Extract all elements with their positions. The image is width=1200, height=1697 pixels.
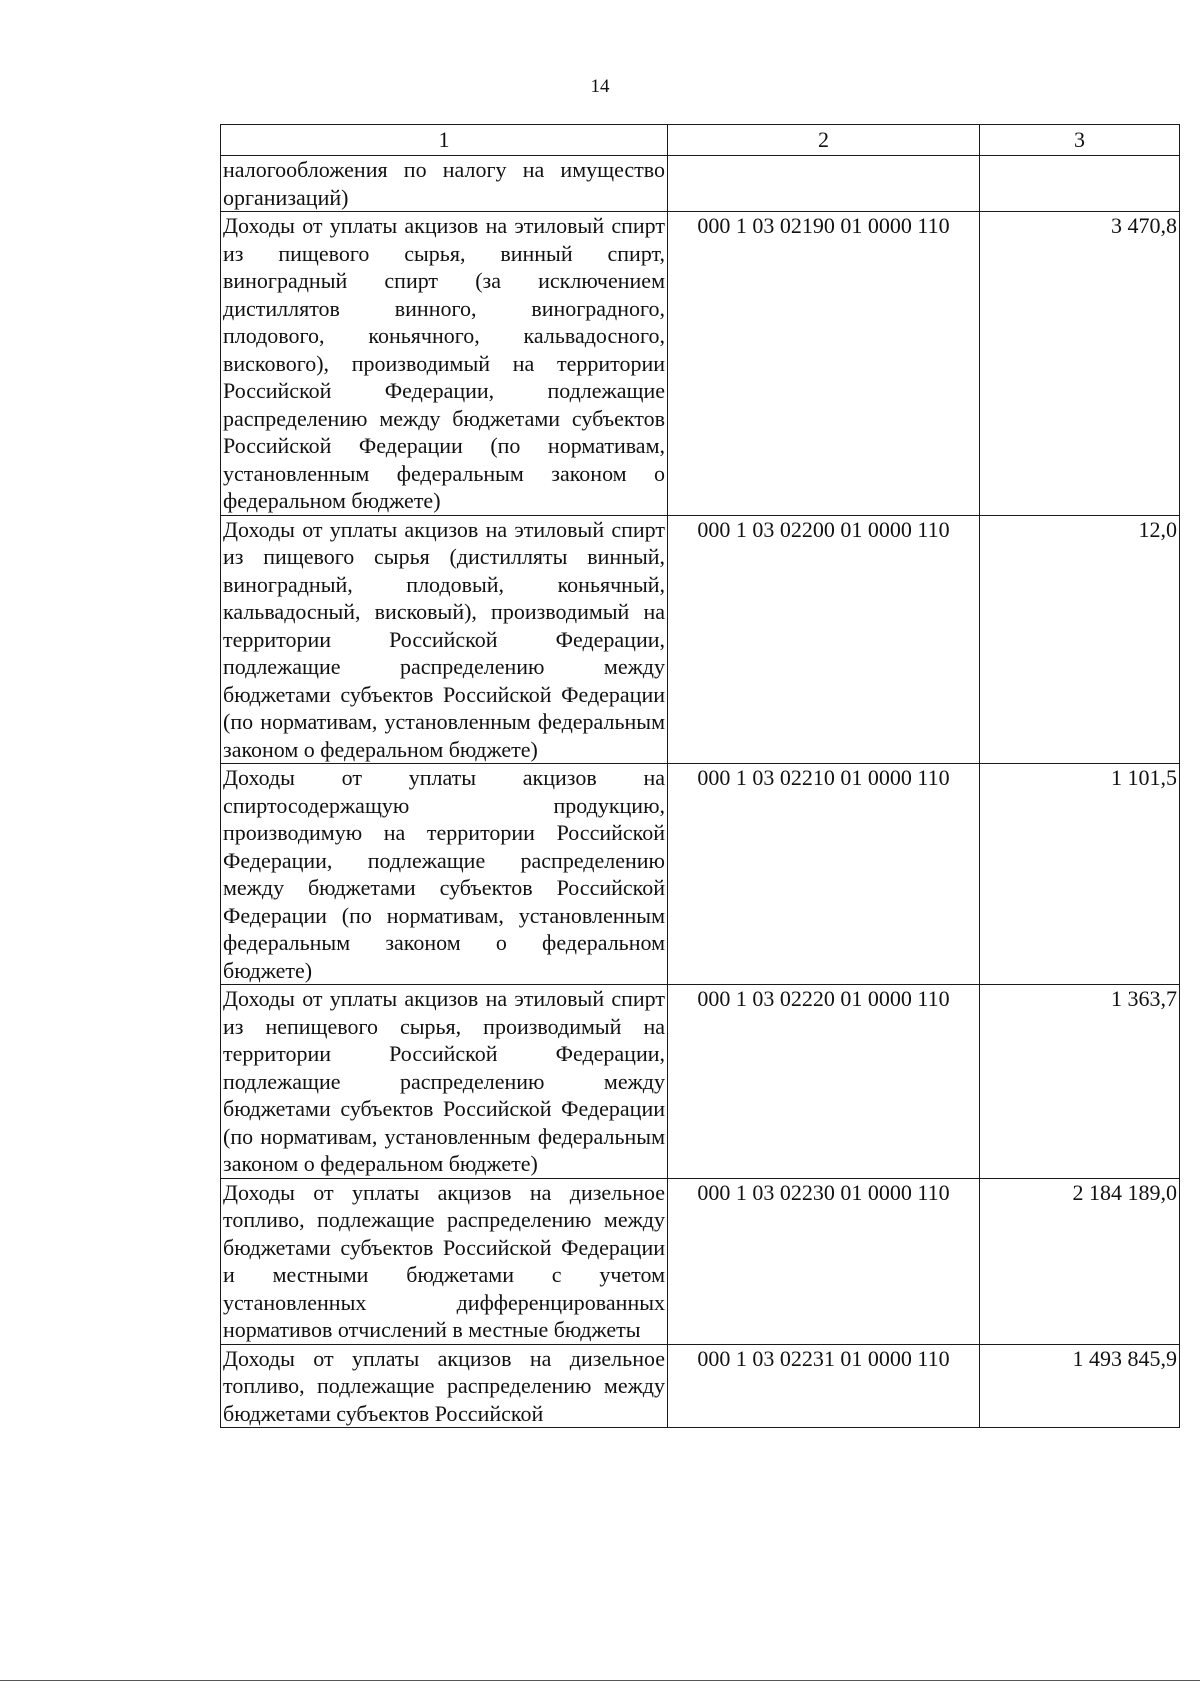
row-description: налогообложения по налогу на имущество организаций): [221, 156, 668, 212]
row-code: 000 1 03 02220 01 0000 110: [668, 985, 980, 1179]
table-row: [221, 764, 1180, 985]
row-amount: 3 470,8: [980, 212, 1180, 516]
row-description: Доходы от уплаты акцизов на этиловый спирт из непищевого сырья, производимый на территории Российской Федерации, подлежащие распределению между бюджетами субъектов Российской Федерации (по нормативам, установленным федеральным законом о федеральном бюджете): [221, 985, 668, 1179]
row-code: 000 1 03 02230 01 0000 110: [668, 1178, 980, 1344]
row-description: Доходы от уплаты акцизов на спиртосодержащую продукцию, производимую на территории Российской Федерации, подлежащие распределению между бюджетами субъектов Российской Федерации (по нормативам, установленным федеральным законом о федеральном бюджете): [221, 764, 668, 985]
row-amount: 1 493 845,9: [980, 1344, 1180, 1428]
table-row: [221, 212, 1180, 516]
row-code: 000 1 03 02190 01 0000 110: [668, 212, 980, 516]
row-description: Доходы от уплаты акцизов на этиловый спирт из пищевого сырья, винный спирт, виноградный спирт (за исключением дистиллятов винного, виноградного, плодового, коньячного, кальвадосного, вискового), производимый на территории Российской Федерации, подлежащие распределению между бюджетами субъектов Российской Федерации (по нормативам, установленным федеральным законом о федеральном бюджете): [221, 212, 668, 516]
row-code: 000 1 03 02210 01 0000 110: [668, 764, 980, 985]
table-row: [221, 985, 1180, 1179]
table-row: [221, 156, 1180, 212]
row-description: Доходы от уплаты акцизов на дизельное топливо, подлежащие распределению между бюджетами субъектов Российской: [221, 1344, 668, 1428]
page-number: 14: [590, 76, 610, 97]
row-description: Доходы от уплаты акцизов на дизельное топливо, подлежащие распределению между бюджетами субъектов Российской Федерации и местными бюджетами с учетом установленных дифференцированных нормативов отчислений в местные бюджеты: [221, 1178, 668, 1344]
row-amount: 1 101,5: [980, 764, 1180, 985]
row-code: [668, 156, 980, 212]
row-description: Доходы от уплаты акцизов на этиловый спирт из пищевого сырья (дистилляты винный, виноградный, плодовый, коньячный, кальвадосный, висковый), производимый на территории Российской Федерации, подлежащие распределению между бюджетами субъектов Российской Федерации (по нормативам, установленным федеральным законом о федеральном бюджете): [221, 515, 668, 764]
table-row: [221, 1178, 1180, 1344]
row-code: 000 1 03 02231 01 0000 110: [668, 1344, 980, 1428]
column-header-2: 2: [668, 125, 980, 156]
row-amount: 12,0: [980, 515, 1180, 764]
row-amount: 1 363,7: [980, 985, 1180, 1179]
row-amount: [980, 156, 1180, 212]
table-row: [221, 1344, 1180, 1428]
table-header-row: [221, 125, 1180, 156]
row-amount: 2 184 189,0: [980, 1178, 1180, 1344]
column-header-1: 1: [221, 125, 668, 156]
revenue-table: [220, 124, 1180, 1428]
column-header-3: 3: [980, 125, 1180, 156]
table-row: [221, 515, 1180, 764]
row-code: 000 1 03 02200 01 0000 110: [668, 515, 980, 764]
scan-edge-divider: [0, 1680, 1200, 1681]
